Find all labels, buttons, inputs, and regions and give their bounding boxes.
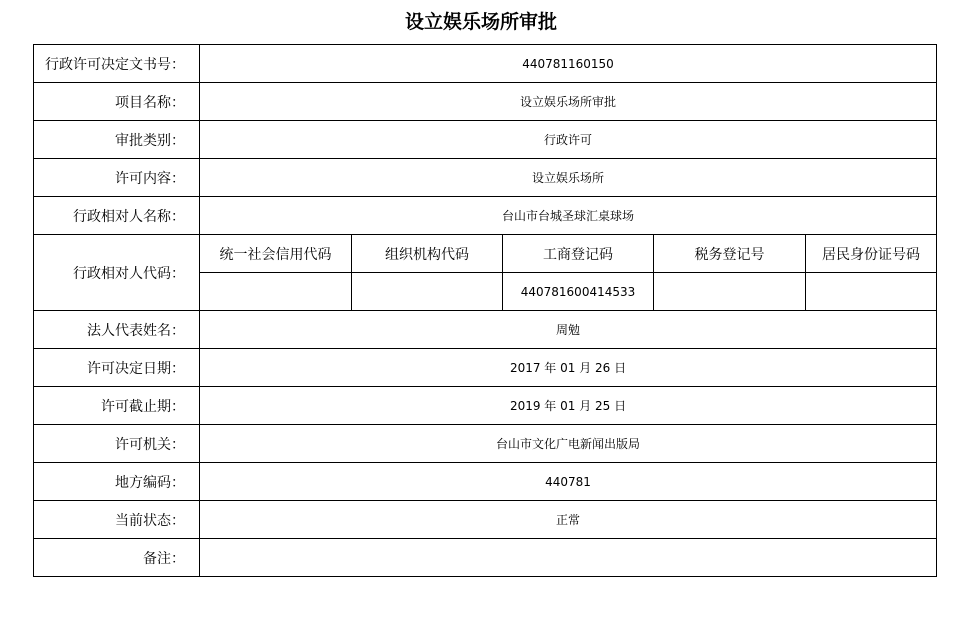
authority-label: 许可机关： [34,425,200,463]
business-reg-value: 440781600414533 [503,273,654,311]
row-remarks [34,539,937,577]
counterpart-code-label: 行政相对人代码： [34,235,200,311]
expiry-date-label: 许可截止期： [34,387,200,425]
decision-no-value: 440781160150 [200,45,937,83]
row-authority [34,425,937,463]
row-region-code [34,463,937,501]
org-code-header: 组织机构代码 [352,235,503,273]
permit-record-table [33,44,937,577]
row-legal-rep [34,311,937,349]
decision-no-label: 行政许可决定文书号： [34,45,200,83]
approval-type-label: 审批类别： [34,121,200,159]
counterpart-name-label: 行政相对人名称： [34,197,200,235]
row-project-name [34,83,937,121]
row-counterpart-code-headers [34,235,937,273]
expiry-date-value: 2019 年 01 月 25 日 [200,387,937,425]
row-permit-content [34,159,937,197]
row-status [34,501,937,539]
legal-rep-label: 法人代表姓名： [34,311,200,349]
row-counterpart-name [34,197,937,235]
row-decision-date [34,349,937,387]
id-card-value [806,273,937,311]
row-decision-no [34,45,937,83]
approval-type-value: 行政许可 [200,121,937,159]
status-label: 当前状态： [34,501,200,539]
project-name-label: 项目名称： [34,83,200,121]
org-code-value [352,273,503,311]
credit-code-value [200,273,352,311]
legal-rep-value: 周勉 [200,311,937,349]
permit-content-value: 设立娱乐场所 [200,159,937,197]
tax-reg-header: 税务登记号 [654,235,806,273]
project-name-value: 设立娱乐场所审批 [200,83,937,121]
authority-value: 台山市文化广电新闻出版局 [200,425,937,463]
row-approval-type [34,121,937,159]
remarks-value [200,539,937,577]
permit-content-label: 许可内容： [34,159,200,197]
decision-date-value: 2017 年 01 月 26 日 [200,349,937,387]
region-code-value: 440781 [200,463,937,501]
credit-code-header: 统一社会信用代码 [200,235,352,273]
counterpart-name-value: 台山市台城圣球汇桌球场 [200,197,937,235]
remarks-label: 备注： [34,539,200,577]
region-code-label: 地方编码： [34,463,200,501]
id-card-header: 居民身份证号码 [806,235,937,273]
tax-reg-value [654,273,806,311]
row-expiry-date [34,387,937,425]
decision-date-label: 许可决定日期： [34,349,200,387]
page-title: 设立娱乐场所审批 [404,11,557,33]
business-reg-header: 工商登记码 [503,235,654,273]
status-value: 正常 [200,501,937,539]
